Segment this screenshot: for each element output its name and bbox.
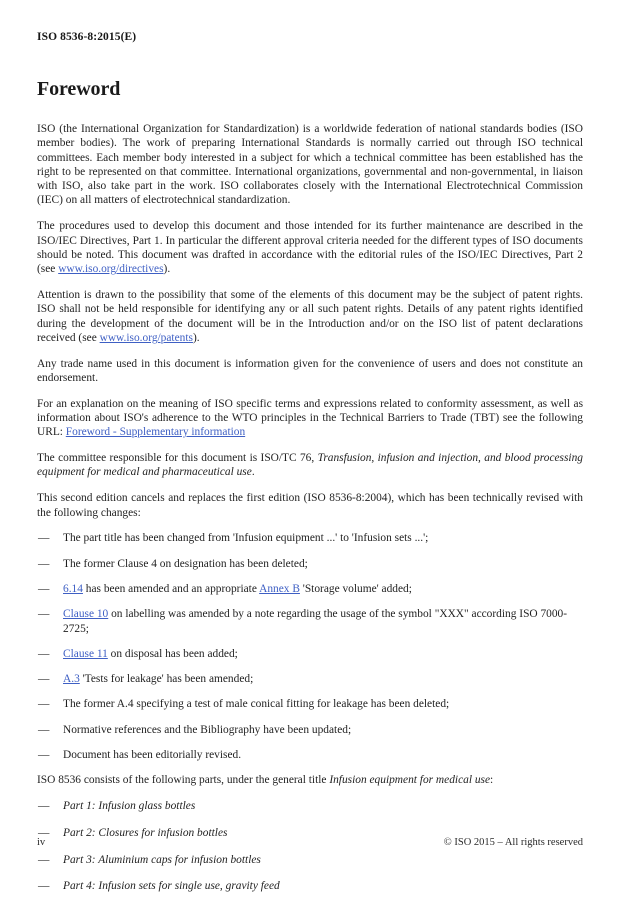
dash-marker-icon: — xyxy=(38,673,50,686)
dash-marker-icon: — xyxy=(38,723,50,736)
part-label: Part 2: Closures for infusion bottles xyxy=(63,826,228,839)
change-list-item xyxy=(37,582,583,596)
dash-marker-icon: — xyxy=(38,608,50,621)
paragraph-committee xyxy=(37,451,583,480)
dash-marker-icon: — xyxy=(38,749,50,761)
change-item-text: on labelling was amended by a note regarding the usage of the symbol "XXX" according ISO 7000-2725; xyxy=(63,608,568,635)
part-list-item xyxy=(37,799,583,813)
paragraph-procedures-text-before: The procedures used to develop this document and those intended for its further maintenance are described in the ISO/IEC Directives, Part 1. In particular the different approval criteria needed for the different types of ISO documents should be noted. This document was drafted in accordance with the editorial rules of the ISO/IEC Directives, Part 2 (see xyxy=(37,220,583,276)
change-item-link[interactable]: Clause 10 xyxy=(63,608,109,621)
change-item-link[interactable]: 6.14 xyxy=(63,582,83,595)
change-item-text: Normative references and the Bibliography have been updated; xyxy=(63,723,352,736)
dash-marker-icon: — xyxy=(38,698,50,711)
dash-marker-icon: — xyxy=(38,532,50,545)
footer-copyright: © ISO 2015 – All rights reserved xyxy=(443,837,583,848)
change-list-item xyxy=(37,647,583,661)
paragraph-conformity-text-before: For an explanation on the meaning of ISO specific terms and expressions related to conformity assessment, as well as information about ISO's adherence to the WTO principles in the Technical Barriers to Trade (TBT) see the following URL: xyxy=(37,397,583,439)
part-label: Part 3: Aluminium caps for infusion bottles xyxy=(63,853,261,866)
paragraph-procedures-text-after: ). xyxy=(163,263,171,276)
part-label: Part 4: Infusion sets for single use, gravity feed xyxy=(63,880,280,893)
dash-marker-icon: — xyxy=(38,826,50,839)
paragraph-committee-text-after: . xyxy=(251,466,255,479)
change-list-item xyxy=(37,607,583,636)
change-item-link[interactable]: A.3 xyxy=(63,673,80,686)
change-list-item xyxy=(37,748,583,762)
paragraph-second-edition: This second edition cancels and replaces the first edition (ISO 8536-8:2004), which has been technically revised with the following changes: xyxy=(37,492,583,519)
change-item-text: has been amended and an appropriate xyxy=(82,582,260,595)
change-list-item xyxy=(37,723,583,737)
general-title: Infusion equipment for medical use xyxy=(329,774,491,787)
change-list-item xyxy=(37,697,583,711)
dash-marker-icon: — xyxy=(38,582,50,595)
dash-marker-icon: — xyxy=(38,853,50,866)
link-iso-patents[interactable]: www.iso.org/patents xyxy=(99,331,193,344)
change-item-text: Document has been editorially revised. xyxy=(63,749,242,761)
paragraph-iso-intro: ISO (the International Organization for Standardization) is a worldwide federation of national standards bodies (ISO member bodies). The work of preparing International Standards is normally carried out through ISO technical committees. Each member body interested in a subject for which a technical committee has been established has the right to be represented on that committee. International organizations, governmental and non-governmental, in liaison with ISO, also take part in the work. ISO collaborates closely with the International Electrotechnical Commission (IEC) on all matters of electrotechnical standardization. xyxy=(37,123,583,207)
page-footer xyxy=(37,837,583,853)
dash-marker-icon: — xyxy=(38,800,50,813)
change-item-text: on disposal has been added; xyxy=(107,647,238,660)
paragraph-parts-text-before: ISO 8536 consists of the following parts, under the general title xyxy=(37,774,330,787)
paragraph-parts-intro xyxy=(37,773,583,787)
change-item-text: 'Storage volume' added; xyxy=(299,582,412,595)
paragraph-patent-text-before: Attention is drawn to the possibility that some of the elements of this document may be the subject of patent rights. ISO shall not be held responsible for identifying any or all such patent rights. Details of any patent rights identified during the development of the document will be in the Introduction and/or on the ISO list of patent declarations received (see xyxy=(37,288,583,344)
link-foreword-supplementary-information[interactable]: Foreword - Supplementary information xyxy=(65,426,246,439)
paragraph-conformity-assessment xyxy=(37,397,583,440)
change-item-link[interactable]: Clause 11 xyxy=(63,647,108,660)
document-body xyxy=(37,78,583,906)
part-label: Part 1: Infusion glass bottles xyxy=(63,800,196,813)
change-item-text: The former Clause 4 on designation has been deleted; xyxy=(63,557,308,570)
paragraph-committee-text-before: The committee responsible for this document is ISO/TC 76, xyxy=(37,452,318,465)
page-title: Foreword xyxy=(37,78,121,100)
change-list-item xyxy=(37,672,583,686)
dash-marker-icon: — xyxy=(38,647,50,660)
change-item-text: 'Tests for leakage' has been amended; xyxy=(79,673,254,686)
paragraph-parts-text-after: : xyxy=(490,774,494,787)
paragraph-patent-text-after: ). xyxy=(192,331,200,344)
document-header-code: ISO 8536-8:2015(E) xyxy=(37,31,137,43)
paragraph-trade-name: Any trade name used in this document is information given for the convenience of users and does not constitute an endorsement. xyxy=(37,357,583,384)
dash-marker-icon: — xyxy=(38,880,50,893)
paragraph-patent-rights xyxy=(37,288,583,345)
change-item-text: The part title has been changed from 'Infusion equipment ...' to 'Infusion sets ...'; xyxy=(63,532,429,545)
footer-page-number: iv xyxy=(37,837,46,848)
change-list-item xyxy=(37,531,583,545)
committee-title: Transfusion, infusion and injection, and blood processing equipment for medical and pharmaceutical use xyxy=(37,452,583,479)
change-list-item xyxy=(37,557,583,571)
part-list-item xyxy=(37,853,583,867)
changes-list xyxy=(37,531,583,762)
link-iso-directives[interactable]: www.iso.org/directives xyxy=(58,263,164,276)
paragraph-procedures xyxy=(37,219,583,276)
dash-marker-icon: — xyxy=(38,557,50,570)
part-list-item xyxy=(37,879,583,893)
change-item-text: The former A.4 specifying a test of male conical fitting for leakage has been deleted; xyxy=(63,698,450,711)
change-item-link[interactable]: Annex B xyxy=(259,582,300,595)
